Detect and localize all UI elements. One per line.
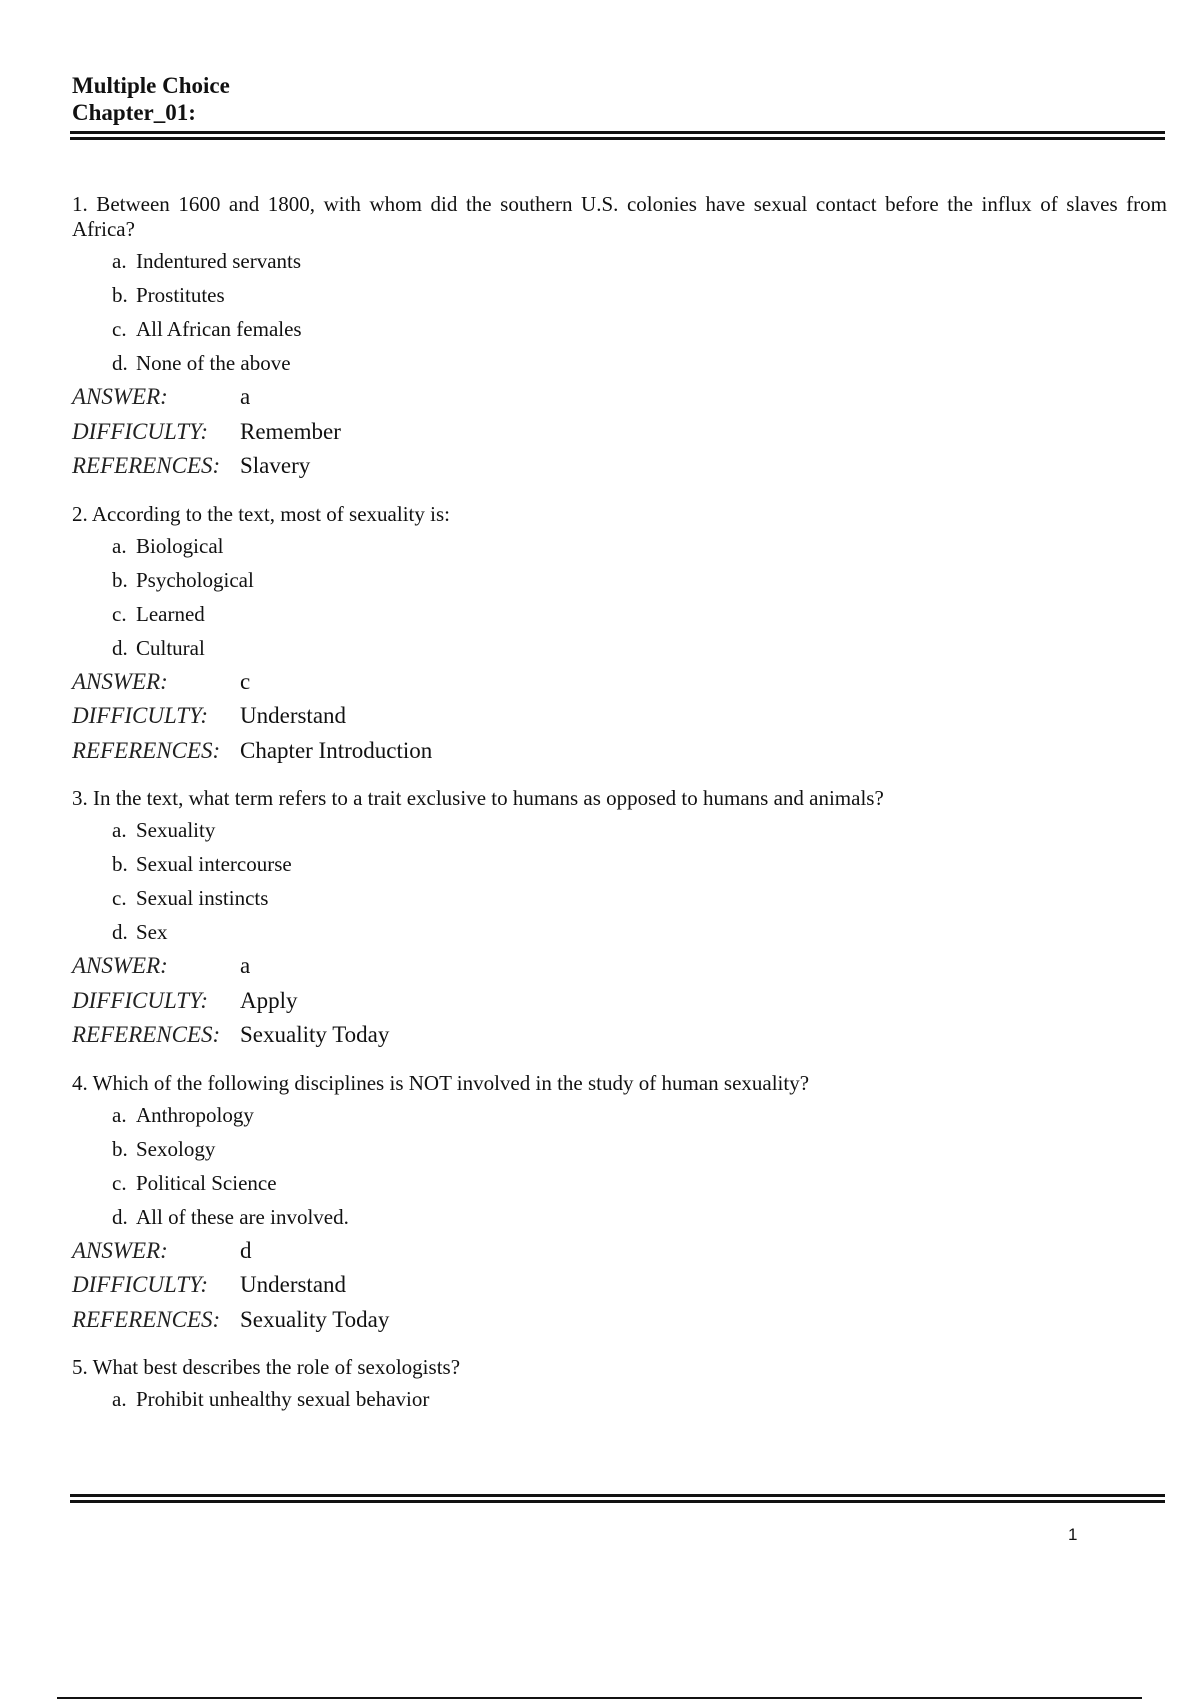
option-d: [112, 915, 1167, 949]
answer-value: a: [240, 953, 251, 978]
option-letter: c.: [112, 317, 127, 341]
answer-value: d: [240, 1237, 252, 1263]
option-b: [112, 847, 1167, 881]
section-title: Multiple Choice: [72, 73, 230, 98]
option-d: [112, 631, 1167, 665]
references-label: REFERENCES:: [72, 1022, 221, 1047]
references-value: Sexuality Today: [240, 1306, 390, 1332]
option-letter: a.: [112, 1387, 127, 1411]
answer-options: [72, 813, 1167, 949]
option-letter: b.: [112, 567, 128, 592]
option-text: Prostitutes: [136, 283, 225, 307]
option-text: Psychological: [136, 567, 254, 592]
answer-value: c: [240, 668, 251, 694]
question-stem: 2. According to the text, most of sexuality is:: [72, 501, 450, 526]
answer-options: [72, 244, 1167, 380]
answer-row: [72, 949, 1167, 984]
option-text: Sex: [136, 920, 168, 944]
option-text: All of these are involved.: [136, 1204, 349, 1229]
option-c: [112, 312, 1167, 346]
answer-row: [72, 380, 1167, 415]
chapter-title: Chapter_01:: [72, 100, 196, 125]
option-text: Sexual instincts: [136, 886, 269, 910]
option-text: Learned: [136, 601, 205, 626]
question-4: [72, 1071, 1167, 1338]
option-a: [112, 529, 1167, 563]
option-letter: c.: [112, 886, 127, 910]
option-text: Sexology: [136, 1136, 216, 1161]
option-a: [112, 1382, 1167, 1416]
option-b: [112, 1132, 1167, 1166]
option-text: Cultural: [136, 635, 205, 660]
option-b: [112, 563, 1167, 597]
difficulty-row: [72, 699, 1167, 734]
references-label: REFERENCES:: [72, 453, 221, 478]
question-2: [72, 502, 1167, 769]
option-text: Anthropology: [136, 1102, 254, 1127]
option-letter: c.: [112, 601, 127, 626]
option-text: Sexuality: [136, 818, 216, 842]
option-letter: b.: [112, 852, 128, 876]
page-header: [72, 72, 230, 126]
question-stem: 5. What best describes the role of sexologists?: [72, 1355, 461, 1379]
answer-label: ANSWER:: [72, 953, 168, 978]
bottom-double-rule: [70, 1494, 1165, 1503]
references-value: Slavery: [240, 453, 311, 478]
difficulty-label: DIFFICULTY:: [72, 418, 209, 444]
answer-value: a: [240, 384, 251, 409]
difficulty-label: DIFFICULTY:: [72, 987, 209, 1013]
references-row: [72, 1303, 1167, 1338]
difficulty-label: DIFFICULTY:: [72, 1272, 209, 1297]
answer-options: [72, 1382, 1167, 1416]
question-5: [72, 1355, 1167, 1416]
option-a: [112, 1098, 1167, 1132]
difficulty-row: [72, 1268, 1167, 1303]
difficulty-row: [72, 984, 1167, 1019]
option-a: [112, 813, 1167, 847]
option-text: All African females: [136, 317, 302, 341]
difficulty-value: Understand: [240, 1272, 347, 1297]
option-letter: a.: [112, 533, 127, 558]
references-value: Sexuality Today: [240, 1022, 390, 1047]
option-text: Political Science: [136, 1170, 277, 1195]
option-c: [112, 881, 1167, 915]
option-text: Prohibit unhealthy sexual behavior: [136, 1387, 430, 1411]
question-stem: 3. In the text, what term refers to a trait exclusive to humans as opposed to humans and animals?: [72, 786, 884, 810]
option-letter: d.: [112, 1204, 128, 1229]
references-label: REFERENCES:: [72, 737, 221, 763]
option-letter: d.: [112, 635, 128, 660]
page-number: 1: [1068, 1525, 1078, 1544]
references-row: [72, 734, 1167, 769]
answer-label: ANSWER:: [72, 1237, 168, 1263]
option-text: Biological: [136, 533, 224, 558]
answer-options: [72, 1098, 1167, 1234]
answer-label: ANSWER:: [72, 668, 168, 694]
references-row: [72, 1018, 1167, 1053]
difficulty-value: Apply: [240, 987, 298, 1013]
option-a: [112, 244, 1167, 278]
difficulty-label: DIFFICULTY:: [72, 703, 209, 728]
option-c: [112, 597, 1167, 631]
option-c: [112, 1166, 1167, 1200]
difficulty-value: Understand: [240, 703, 347, 728]
option-letter: b.: [112, 1136, 128, 1161]
option-letter: a.: [112, 249, 127, 273]
question-list: [72, 192, 1167, 1434]
top-double-rule: [70, 131, 1165, 140]
option-d: [112, 346, 1167, 380]
option-b: [112, 278, 1167, 312]
option-letter: d.: [112, 920, 128, 944]
references-label: REFERENCES:: [72, 1306, 221, 1332]
references-row: [72, 449, 1167, 484]
question-1: [72, 192, 1167, 484]
answer-row: [72, 1234, 1167, 1269]
answer-row: [72, 665, 1167, 700]
option-letter: d.: [112, 351, 128, 375]
answer-options: [72, 529, 1167, 665]
option-text: Sexual intercourse: [136, 852, 292, 876]
option-text: None of the above: [136, 351, 291, 375]
option-letter: a.: [112, 818, 127, 842]
question-3: [72, 786, 1167, 1053]
option-d: [112, 1200, 1167, 1234]
option-letter: c.: [112, 1170, 127, 1195]
answer-label: ANSWER:: [72, 384, 168, 409]
question-stem: 1. Between 1600 and 1800, with whom did the southern U.S. colonies have sexual contact before the influx of slaves from Africa?: [72, 192, 1167, 241]
option-letter: b.: [112, 283, 128, 307]
difficulty-row: [72, 415, 1167, 450]
option-letter: a.: [112, 1102, 127, 1127]
option-text: Indentured servants: [136, 249, 302, 273]
difficulty-value: Remember: [240, 418, 341, 444]
references-value: Chapter Introduction: [240, 737, 433, 763]
question-stem: 4. Which of the following disciplines is NOT involved in the study of human sexuality?: [72, 1070, 810, 1095]
page-bottom-rule: [57, 1697, 1142, 1699]
